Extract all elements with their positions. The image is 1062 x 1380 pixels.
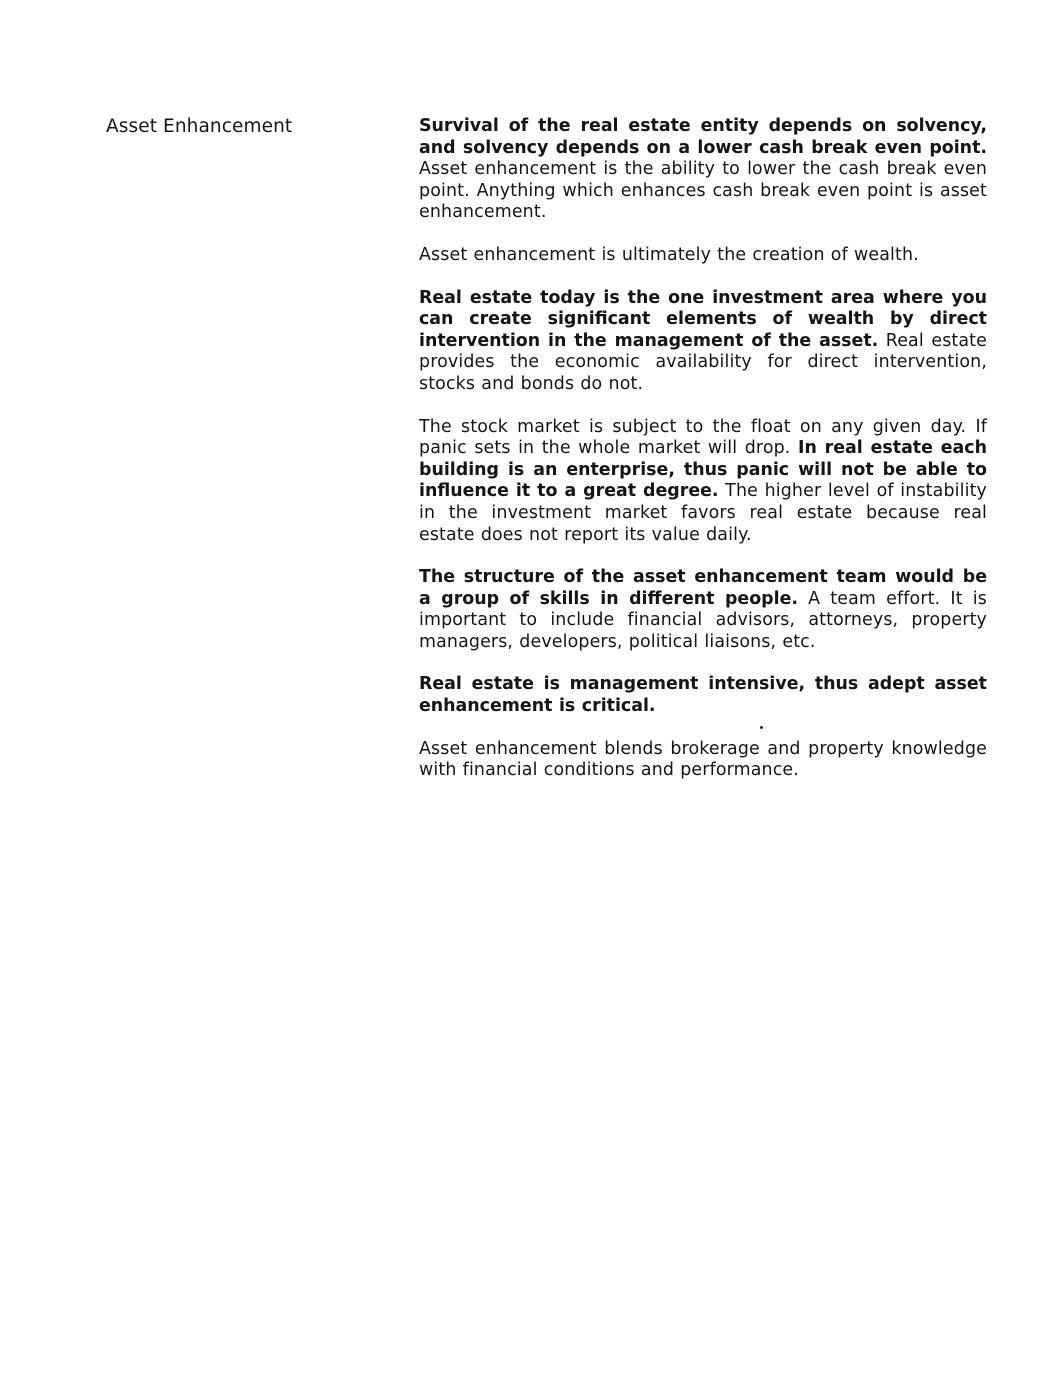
bold-text: Real estate is management intensive, thus adept asset enhancement is critical. [419, 674, 987, 717]
paragraph-management [419, 674, 987, 717]
normal-text: The higher level of instability in the investment market favors real estate because real estate does not report its value daily. [419, 481, 987, 545]
bold-text: Real estate today is the one investment area where you can create significant elements of wealth by direct intervention in the management of the asset. [419, 287, 987, 351]
paragraph-team [419, 567, 987, 653]
bold-text: In real estate each building is an enterprise, thus panic will not be able to influence it to a great degree. [419, 438, 987, 502]
body-column [419, 116, 987, 803]
normal-text: Real estate provides the economic availability for direct intervention, stocks and bonds do not. [419, 330, 987, 394]
bold-text: Survival of the real estate entity depends on solvency, and solvency depends on a lower cash break even point. [419, 116, 987, 158]
paragraph-intervention [419, 288, 987, 396]
bold-text: The structure of the asset enhancement team would be a group of skills in different people. [419, 567, 987, 609]
normal-text: A team effort. It is important to include financial advisors, attorneys, property managers, developers, political liaisons, etc. [419, 588, 987, 652]
stray-dot [760, 726, 763, 729]
paragraph-brokerage [419, 739, 987, 782]
paragraph-wealth [419, 245, 987, 267]
normal-text: Asset enhancement is ultimately the creation of wealth. [419, 244, 919, 265]
section-heading: Asset Enhancement [106, 116, 293, 137]
paragraph-solvency [419, 116, 987, 224]
normal-text: The stock market is subject to the float on any given day. If panic sets in the whole market will drop. [419, 416, 987, 459]
normal-text: Asset enhancement blends brokerage and property knowledge with financial conditions and performance. [419, 738, 987, 781]
normal-text: Asset enhancement is the ability to lower the cash break even point. Anything which enhances cash break even point is asset enhancement. [419, 159, 987, 223]
paragraph-stock-market [419, 417, 987, 547]
